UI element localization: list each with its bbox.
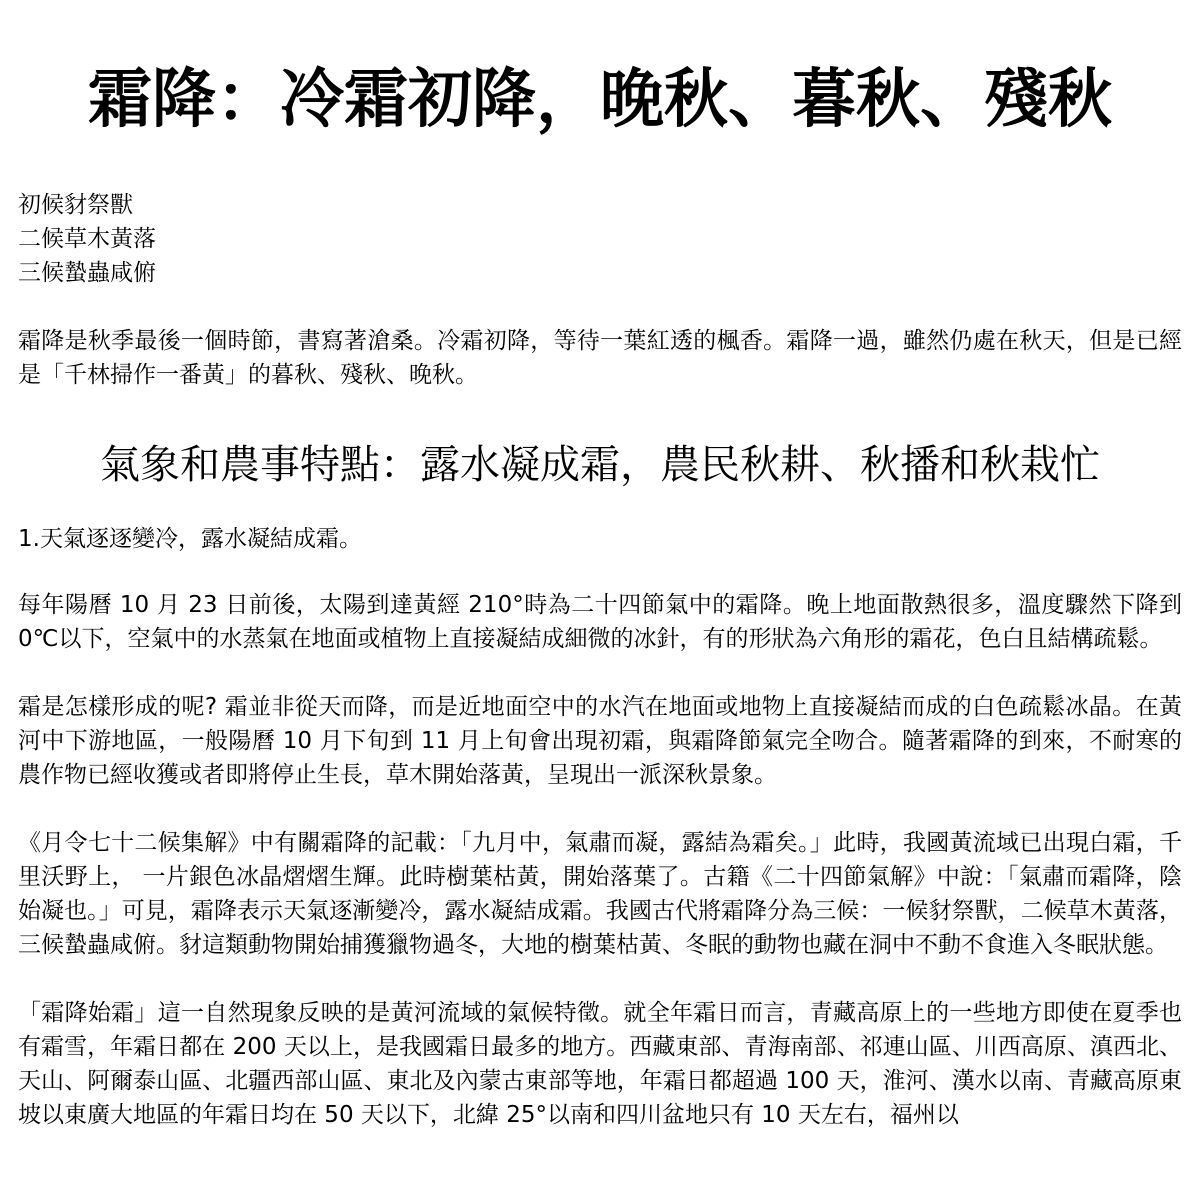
paragraph-2: 霜是怎樣形成的呢? 霜並非從天而降，而是近地面空中的水汽在地面或地物上直接凝結而成的白色疏鬆冰晶。在黃河中下游地區，一般陽曆 10 月下旬到 11 月上旬會出現初霜，與霜降節氣完全吻合。隨著霜降的到來，不耐寒的農作物已經收獲或者即將停止生長，草木開始落黃，呈現出一派深秋景象。 xyxy=(18,694,1182,788)
hou-list xyxy=(18,188,1182,290)
page-title: 霜降：冷霜初降，晚秋、暮秋、殘秋 xyxy=(88,63,1112,137)
paragraph-1: 每年陽曆 10 月 23 日前後，太陽到達黃經 210°時為二十四節氣中的霜降。晚上地面散熱很多，溫度驟然下降到 0℃以下，空氣中的水蒸氣在地面或植物上直接凝結成細微的冰針，有的形狀為六角形的霜花，色白且結構疏鬆。 xyxy=(18,592,1182,652)
hou-item-2: 二候草木黃落 xyxy=(18,226,156,252)
intro-paragraph: 霜降是秋季最後一個時節，書寫著滄桑。冷霜初降，等待一葉紅透的楓香。霜降一過，雖然仍處在秋天，但是已經是「千林掃作一番黃」的暮秋、殘秋、晚秋。 xyxy=(18,328,1182,388)
hou-item-3: 三候蟄蟲咸俯 xyxy=(18,260,156,286)
section-heading: 氣象和農事特點：露水凝成霜，農民秋耕、秋播和秋栽忙 xyxy=(100,442,1100,488)
hou-item-1: 初候豺祭獸 xyxy=(18,192,133,218)
paragraph-3: 《月令七十二候集解》中有關霜降的記載：「九月中，氣肅而凝，露結為霜矣。」此時，我國黃流域已出現白霜，千里沃野上， 一片銀色冰晶熠熠生輝。此時樹葉枯黃，開始落葉了。古籍《二十四節氣解》中說：「氣肅而霜降，陰始凝也。」可見，霜降表示天氣逐漸變冷，露水凝結成霜。我國古代將霜降分為三候：一候豺祭獸，二候草木黃落，三候蟄蟲咸俯。豺這類動物開始捕獲獵物過冬，大地的樹葉枯黃、冬眠的動物也藏在洞中不動不食進入冬眠狀態。 xyxy=(18,830,1182,958)
list-item-1: 1.天氣逐逐變冷，露水凝結成霜。 xyxy=(18,526,362,552)
paragraph-4: 「霜降始霜」這一自然現象反映的是黃河流域的氣候特徵。就全年霜日而言，青藏高原上的一些地方即使在夏季也有霜雪，年霜日都在 200 天以上，是我國霜日最多的地方。西藏東部、青海南部、祁連山區、川西高原、滇西北、天山、阿爾泰山區、北疆西部山區、東北及內蒙古東部等地，年霜日都超過 100 天，淮河、漢水以南、青藏高原東坡以東廣大地區的年霜日均在 50 天以下，北緯 25°以南和四川盆地只有 10 天左右，福州以 xyxy=(18,1000,1182,1128)
